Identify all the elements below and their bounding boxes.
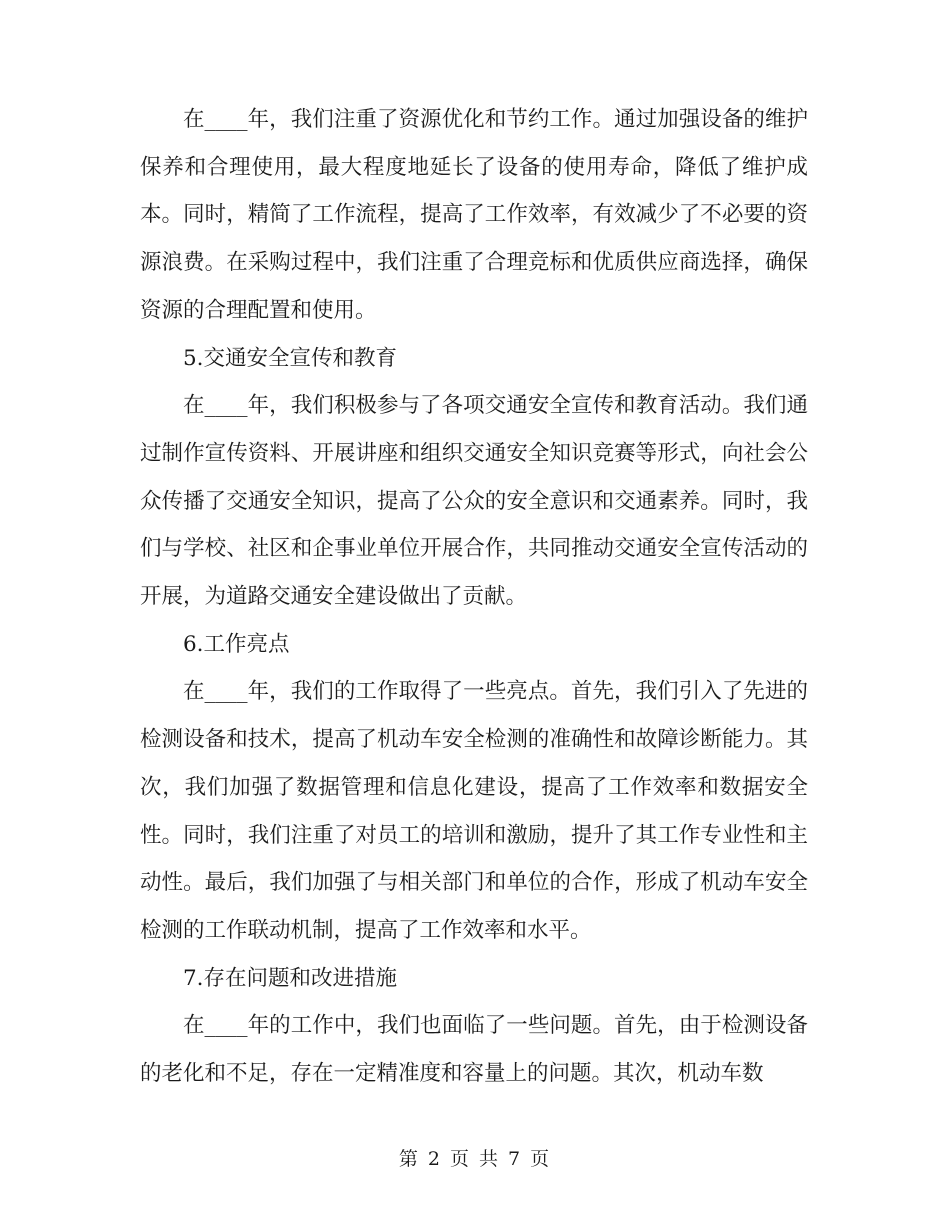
document-body (140, 96, 808, 1098)
paragraph-problems: 在____年的工作中，我们也面临了一些问题。首先，由于检测设备的老化和不足，存在一定精准度和容量上的问题。其次，机动车数 (140, 1013, 808, 1087)
paragraph-resource-optimization: 在____年，我们注重了资源优化和节约工作。通过加强设备的维护保养和合理使用，最大程度地延长了设备的使用寿命，降低了维护成本。同时，精简了工作流程，提高了工作效率，有效减少了不必要的资源浪费。在采购过程中，我们注重了合理竞标和优质供应商选择，确保资源的合理配置和使用。 (140, 107, 808, 323)
section-heading-highlights: 6.工作亮点 (183, 631, 290, 657)
paragraph-traffic-safety: 在____年，我们积极参与了各项交通安全宣传和教育活动。我们通过制作宣传资料、开展讲座和组织交通安全知识竞赛等形式，向社会公众传播了交通安全知识，提高了公众的安全意识和交通素养。同时，我们与学校、社区和企事业单位开展合作，共同推动交通安全宣传活动的开展，为道路交通安全建设做出了贡献。 (140, 393, 808, 610)
paragraph-highlights: 在____年，我们的工作取得了一些亮点。首先，我们引入了先进的检测设备和技术，提高了机动车安全检测的准确性和故障诊断能力。其次，我们加强了数据管理和信息化建设，提高了工作效率和数据安全性。同时，我们注重了对员工的培训和激励，提升了其工作专业性和主动性。最后，我们加强了与相关部门和单位的合作，形成了机动车安全检测的工作联动机制，提高了工作效率和水平。 (140, 679, 808, 943)
section-heading-problems: 7.存在问题和改进措施 (183, 965, 398, 991)
page-number-footer: 第 2 页 共 7 页 (398, 1148, 552, 1170)
section-heading-traffic-safety: 5.交通安全宣传和教育 (183, 345, 398, 371)
